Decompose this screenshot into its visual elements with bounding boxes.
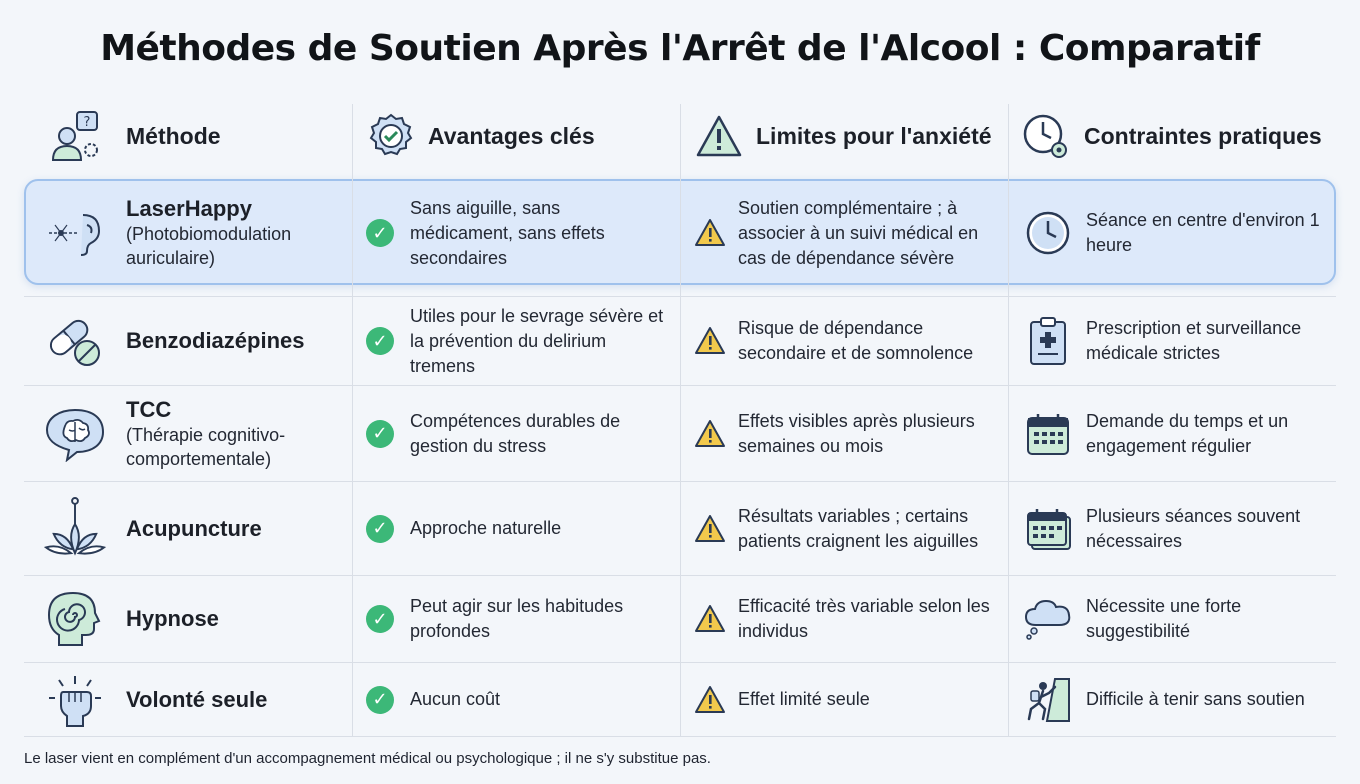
climber-icon — [1024, 677, 1072, 723]
header-advantages — [366, 104, 676, 168]
table-row-method — [44, 386, 344, 481]
header-limits — [694, 104, 1004, 168]
method-name: Volonté seule — [126, 686, 268, 712]
check-circle-icon: ✓ — [366, 686, 394, 714]
constraint-text: Nécessite une forte suggestibilité — [1086, 596, 1242, 641]
column-divider — [352, 104, 353, 736]
fist-icon — [44, 672, 106, 728]
calendars-stack-icon — [1024, 505, 1072, 553]
method-subtitle: (Thérapie cognitivo-comportementale) — [126, 424, 286, 469]
method-text — [126, 397, 326, 471]
table-row-method — [44, 576, 344, 662]
constraint-text: Difficile à tenir sans soutien — [1086, 689, 1305, 709]
table-row-advantage — [366, 386, 672, 481]
person-question-icon — [44, 108, 106, 164]
ear-laser-icon — [44, 209, 106, 257]
header-method — [44, 104, 344, 168]
calendar-icon — [1024, 411, 1072, 457]
advantage-text: Sans aiguille, sans médicament, sans effets secondaires — [410, 197, 605, 268]
svg-text:?: ? — [83, 115, 91, 130]
warning-icon — [694, 604, 726, 634]
table-row-limit — [694, 386, 1004, 481]
advantage-text: Compétences durables de gestion du stress — [410, 410, 621, 456]
method-text — [126, 196, 326, 270]
column-divider — [680, 104, 681, 736]
method-text — [126, 328, 304, 354]
table-row-constraint — [1024, 386, 1332, 481]
table-row-constraint — [1024, 482, 1332, 575]
limit-text: Effets visibles après plusieurs semaines ou mois — [738, 410, 975, 456]
badge-check-icon — [366, 112, 416, 160]
method-name: Benzodiazépines — [126, 328, 305, 353]
check-circle-icon: ✓ — [366, 420, 394, 448]
method-subtitle: (Photobiomodulation auriculaire) — [126, 224, 292, 268]
limit-text: Soutien complémentaire ; à associer à un suivi médical en cas de dépendance sévère — [738, 197, 979, 268]
table-row-advantage — [366, 482, 672, 575]
table-row-constraint — [1024, 576, 1332, 662]
warning-triangle-icon — [694, 114, 744, 158]
limit-text: Effet limité seule — [738, 689, 870, 709]
footnote: Le laser vient en complément d'un accompagnement médical ou psychologique ; il ne s'y substitue pas. — [24, 750, 711, 767]
clock-gear-icon — [1020, 112, 1070, 160]
constraint-text: Prescription et surveillance médicale strictes — [1086, 318, 1302, 363]
table-row-advantage — [366, 663, 672, 736]
table-row-advantage — [366, 297, 672, 385]
table-row-constraint — [1024, 663, 1332, 736]
method-name: TCC — [126, 396, 172, 422]
warning-icon — [694, 419, 726, 449]
page-title: Méthodes de Soutien Après l'Arrêt de l'Alcool : Comparatif — [100, 28, 1260, 69]
method-text — [126, 516, 262, 542]
table-row-limit — [694, 181, 1004, 285]
warning-icon — [694, 218, 726, 248]
table-row-method — [44, 663, 344, 736]
table-row-constraint — [1024, 297, 1332, 385]
table-row-advantage — [366, 576, 672, 662]
check-circle-icon: ✓ — [366, 219, 394, 247]
method-text — [126, 606, 219, 632]
table-row-limit — [694, 663, 1004, 736]
limit-text: Résultats variables ; certains patients craignent les aiguilles — [738, 505, 979, 551]
table-row-method — [44, 482, 344, 575]
header-advantages-label: Avantages clés — [428, 122, 595, 149]
column-divider — [1008, 104, 1009, 736]
lotus-needle-icon — [44, 494, 106, 564]
method-name: Acupuncture — [126, 515, 262, 541]
warning-icon — [694, 514, 726, 544]
table-row-advantage — [366, 181, 672, 285]
method-name: LaserHappy — [126, 196, 252, 221]
header-method-label: Méthode — [126, 122, 221, 149]
warning-icon — [694, 326, 726, 356]
table-row-limit — [694, 482, 1004, 575]
method-name: Hypnose — [126, 606, 219, 631]
table-row-method — [44, 297, 344, 385]
advantage-text: Peut agir sur les habitudes profondes — [410, 596, 624, 641]
header-constraints — [1020, 104, 1332, 168]
constraint-text: Séance en centre d'environ 1 heure — [1086, 210, 1320, 255]
header-constraints-label: Contraintes pratiques — [1084, 122, 1322, 149]
warning-icon — [694, 685, 726, 715]
row-divider — [24, 736, 1336, 737]
pills-icon — [44, 313, 106, 369]
advantage-text: Utiles pour le sevrage sévère et la prévention du delirium tremens — [410, 305, 664, 376]
limit-text: Risque de dépendance secondaire et de somnolence — [738, 318, 974, 363]
header-limits-label: Limites pour l'anxiété — [756, 122, 992, 149]
limit-text: Efficacité très variable selon les individus — [738, 596, 990, 641]
table-row-limit — [694, 297, 1004, 385]
clock-icon — [1024, 210, 1072, 256]
advantage-text: Aucun coût — [410, 689, 501, 709]
check-circle-icon: ✓ — [366, 327, 394, 355]
constraint-text: Plusieurs séances souvent nécessaires — [1086, 505, 1301, 551]
check-circle-icon: ✓ — [366, 605, 394, 633]
table-row-method — [44, 181, 344, 285]
head-spiral-icon — [44, 589, 106, 649]
table-row-constraint — [1024, 181, 1332, 285]
brain-bubble-icon — [44, 406, 106, 462]
constraint-text: Demande du temps et un engagement régulier — [1086, 410, 1289, 456]
advantage-text: Approche naturelle — [410, 518, 562, 538]
method-text — [126, 687, 267, 713]
table-row-limit — [694, 576, 1004, 662]
check-circle-icon: ✓ — [366, 515, 394, 543]
thought-cloud-icon — [1024, 597, 1072, 641]
clipboard-medical-icon — [1024, 316, 1072, 366]
